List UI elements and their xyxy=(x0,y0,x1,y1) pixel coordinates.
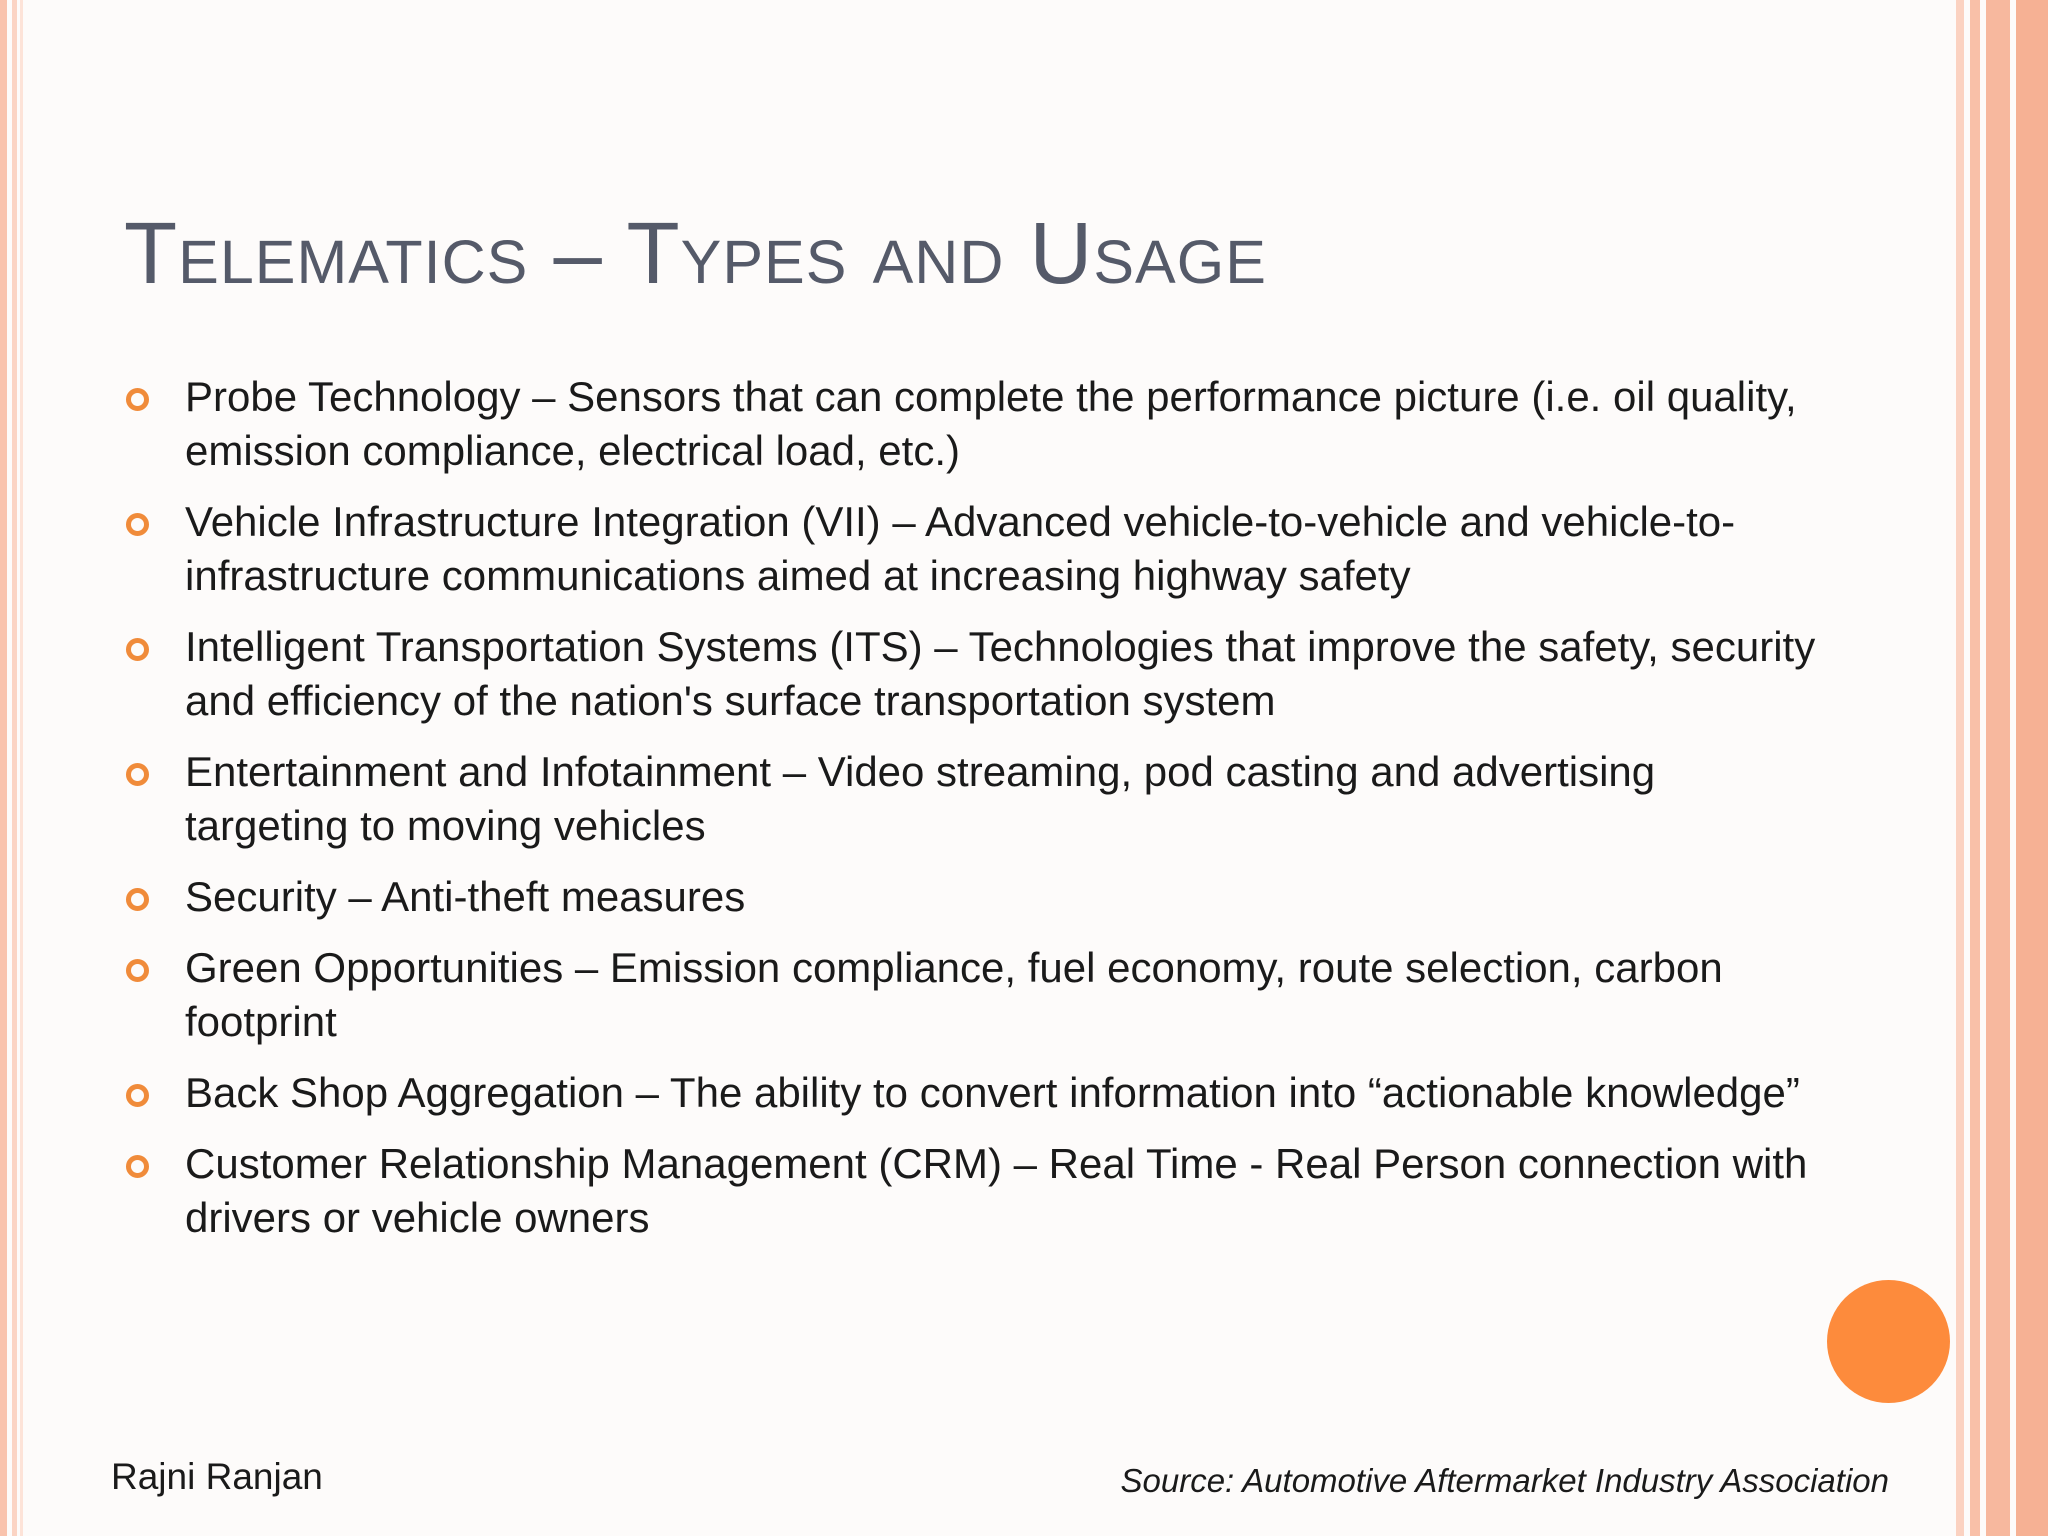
right-decorative-stripe xyxy=(2016,0,2048,1536)
list-item xyxy=(124,1137,1824,1245)
list-item xyxy=(124,620,1824,728)
list-item xyxy=(124,745,1824,853)
hollow-circle-bullet-icon xyxy=(126,638,149,661)
left-decorative-stripe xyxy=(20,0,23,1536)
hollow-circle-bullet-icon xyxy=(126,1155,149,1178)
left-decorative-stripe xyxy=(0,0,7,1536)
hollow-circle-bullet-icon xyxy=(126,388,149,411)
bullet-text: Entertainment and Infotainment – Video streaming, pod casting and advertising targeting to moving vehicles xyxy=(185,748,1656,849)
bullet-text: Vehicle Infrastructure Integration (VII) – Advanced vehicle-to-vehicle and vehicle-to-infrastructure communications aimed at increasing highway safety xyxy=(185,498,1736,599)
hollow-circle-bullet-icon xyxy=(126,1084,149,1107)
bullet-text: Green Opportunities – Emission compliance, fuel economy, route selection, carbon footprint xyxy=(185,944,1723,1045)
hollow-circle-bullet-icon xyxy=(126,888,149,911)
bullet-text: Customer Relationship Management (CRM) – Real Time - Real Person connection with drivers or vehicle owners xyxy=(185,1140,1808,1241)
list-item xyxy=(124,1066,1824,1120)
bullet-text: Intelligent Transportation Systems (ITS) – Technologies that improve the safety, security and efficiency of the nation's surface transportation system xyxy=(185,623,1816,724)
bullet-text: Back Shop Aggregation – The ability to convert information into “actionable knowledge” xyxy=(185,1069,1800,1116)
hollow-circle-bullet-icon xyxy=(126,959,149,982)
right-decorative-stripe xyxy=(1970,0,1980,1536)
right-decorative-stripe xyxy=(1986,0,2010,1536)
left-decorative-stripe xyxy=(12,0,17,1536)
orange-circle-decoration xyxy=(1827,1280,1950,1403)
bullet-text: Security – Anti-theft measures xyxy=(185,873,746,920)
author-name: Rajni Ranjan xyxy=(111,1456,323,1497)
bullet-text: Probe Technology – Sensors that can complete the performance picture (i.e. oil quality, emission compliance, electrical load, etc.) xyxy=(185,373,1797,474)
hollow-circle-bullet-icon xyxy=(126,513,149,536)
source-citation: Source: Automotive Aftermarket Industry Association xyxy=(1120,1462,1889,1499)
right-decorative-stripe xyxy=(1956,0,1964,1536)
bullet-list xyxy=(124,370,1824,1262)
slide-title: Telematics – Types and Usage xyxy=(124,205,1267,302)
hollow-circle-bullet-icon xyxy=(126,763,149,786)
list-item xyxy=(124,495,1824,603)
list-item xyxy=(124,870,1824,924)
list-item xyxy=(124,941,1824,1049)
list-item xyxy=(124,370,1824,478)
